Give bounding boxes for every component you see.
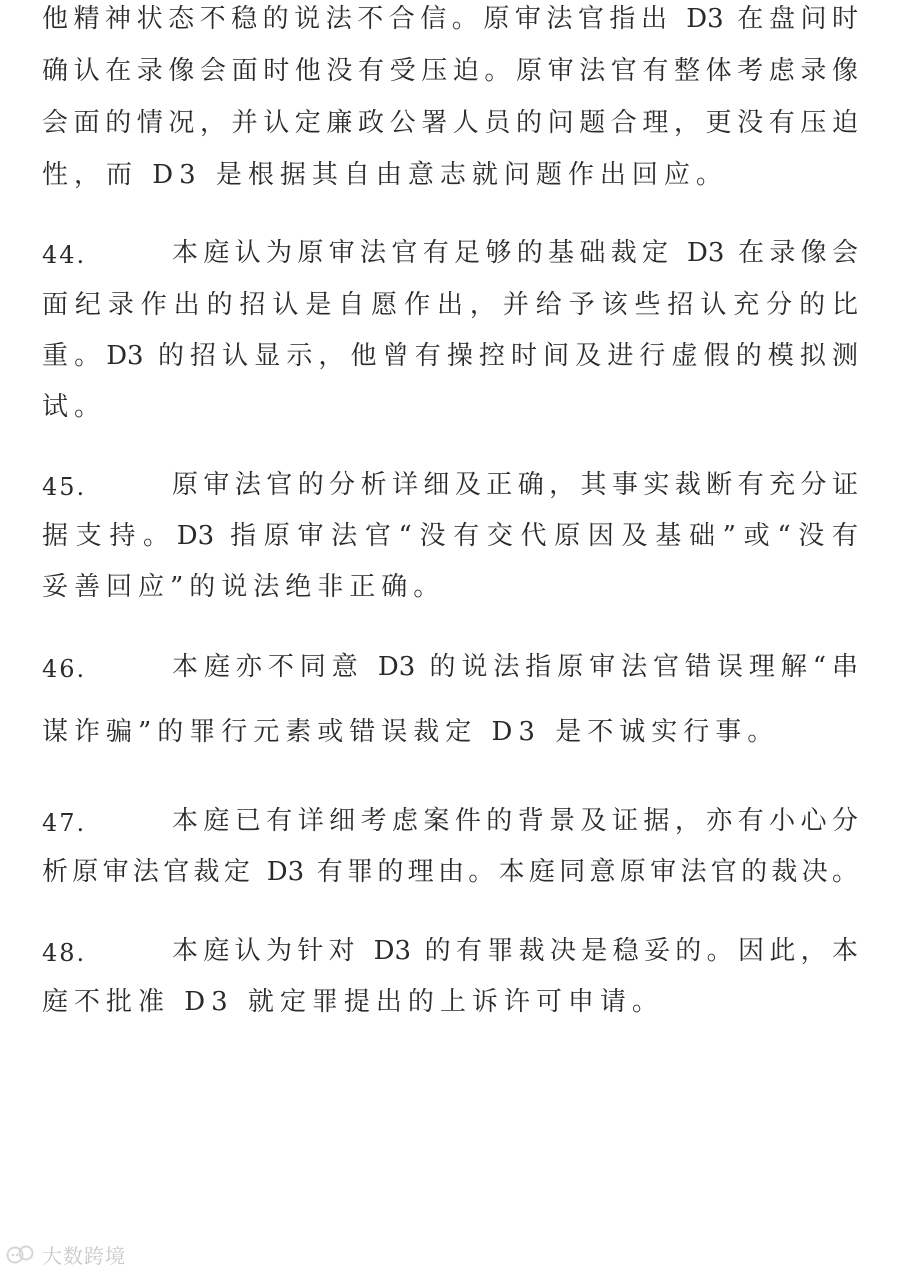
paragraph-45-first-line: 原审法官的分析详细及正确，其事实裁断有充分证 xyxy=(172,470,858,500)
paragraph-number-47: 47. xyxy=(42,809,87,837)
paragraph-44-line-4: 试。 xyxy=(42,392,107,422)
paragraph-47-first-line: 本庭已有详细考虑案件的背景及证据，亦有小心分 xyxy=(172,806,858,836)
paragraph-number-46: 46. xyxy=(42,655,87,683)
paragraph-45-line-2: 据支持。D3 指原审法官“没有交代原因及基础”或“没有 xyxy=(42,521,858,551)
continuation-line-2: 确认在录像会面时他没有受压迫。原审法官有整体考虑录像 xyxy=(42,56,858,86)
paragraph-48-first-line: 本庭认为针对 D3 的有罪裁决是稳妥的。因此，本 xyxy=(172,936,858,966)
paragraph-46-line-2: 谋诈骗”的罪行元素或错误裁定 D3 是不诚实行事。 xyxy=(42,717,780,747)
watermark xyxy=(6,1240,126,1269)
paragraph-47-line-2: 析原审法官裁定 D3 有罪的理由。本庭同意原审法官的裁决。 xyxy=(42,857,858,887)
paragraph-number-44: 44. xyxy=(42,241,87,269)
continuation-line-4: 性，而 D3 是根据其自由意志就问题作出回应。 xyxy=(42,160,728,190)
paragraph-46-first-line: 本庭亦不同意 D3 的说法指原审法官错误理解“串 xyxy=(172,652,858,682)
paragraph-44-line-2: 面纪录作出的招认是自愿作出，并给予该些招认充分的比 xyxy=(42,290,858,320)
chat-bubble-logo-icon xyxy=(6,1244,36,1266)
watermark-text: 大数跨境 xyxy=(42,1244,126,1268)
paragraph-44-first-line: 本庭认为原审法官有足够的基础裁定 D3 在录像会 xyxy=(172,238,858,268)
paragraph-number-48: 48. xyxy=(42,939,87,967)
continuation-line-3: 会面的情况，并认定廉政公署人员的问题合理，更没有压迫 xyxy=(42,108,858,138)
paragraph-44-line-3: 重。D3 的招认显示，他曾有操控时间及进行虚假的模拟测 xyxy=(42,341,858,371)
paragraph-48-line-2: 庭不批准 D3 就定罪提出的上诉许可申请。 xyxy=(42,987,664,1017)
continuation-line-1: 他精神状态不稳的说法不合信。原审法官指出 D3 在盘问时 xyxy=(42,4,858,34)
paragraph-45-line-3: 妥善回应”的说法绝非正确。 xyxy=(42,572,446,602)
paragraph-number-45: 45. xyxy=(42,473,87,501)
